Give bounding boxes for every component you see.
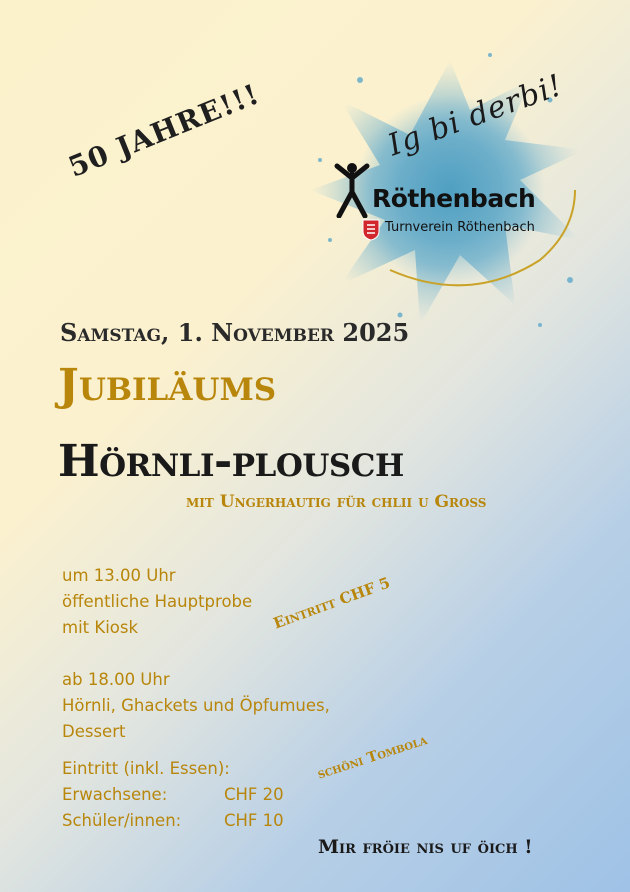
price-row (62, 782, 284, 808)
anniversary-label: 50 JAHRE!!! (63, 77, 265, 184)
entry-heading: Eintritt (inkl. Essen): (62, 759, 230, 778)
price-value: CHF 20 (224, 785, 284, 804)
tombola-tag: schöni Tombola (315, 732, 430, 783)
program-time: um 13.00 Uhr (62, 566, 176, 585)
closing-line: Mir fröie nis uf öich ! (318, 836, 533, 858)
logo-club-subtitle: Turnverein Röthenbach (385, 220, 535, 235)
logo-slogan: Ig bi derbi! (383, 67, 568, 164)
program-block-evening (62, 667, 330, 745)
program-time: ab 18.00 Uhr (62, 670, 170, 689)
program-line: mit Kiosk (62, 618, 139, 637)
price-value: CHF 10 (224, 811, 284, 830)
logo-club-name: Röthenbach (372, 184, 536, 213)
gymnast-icon (331, 162, 373, 218)
title-line1: Jubiläums (58, 360, 277, 411)
program-line: Hörnli, Ghackets und Öpfumues, (62, 696, 330, 715)
subtitle: mit Ungerhautig für chlii u Gross (186, 492, 487, 512)
entry-fee-tag: Eintritt CHF 5 (270, 573, 393, 633)
price-label: Schüler/innen: (62, 811, 182, 830)
program-line: öffentliche Hauptprobe (62, 592, 253, 611)
program-block-afternoon (62, 563, 252, 641)
program-line: Dessert (62, 722, 126, 741)
price-row (62, 808, 284, 834)
entry-prices (62, 756, 284, 834)
crest-icon (362, 219, 380, 241)
price-label: Erwachsene: (62, 785, 168, 804)
event-date: Samstag, 1. November 2025 (60, 318, 410, 347)
title-line2: Hörnli-plousch (58, 436, 404, 487)
